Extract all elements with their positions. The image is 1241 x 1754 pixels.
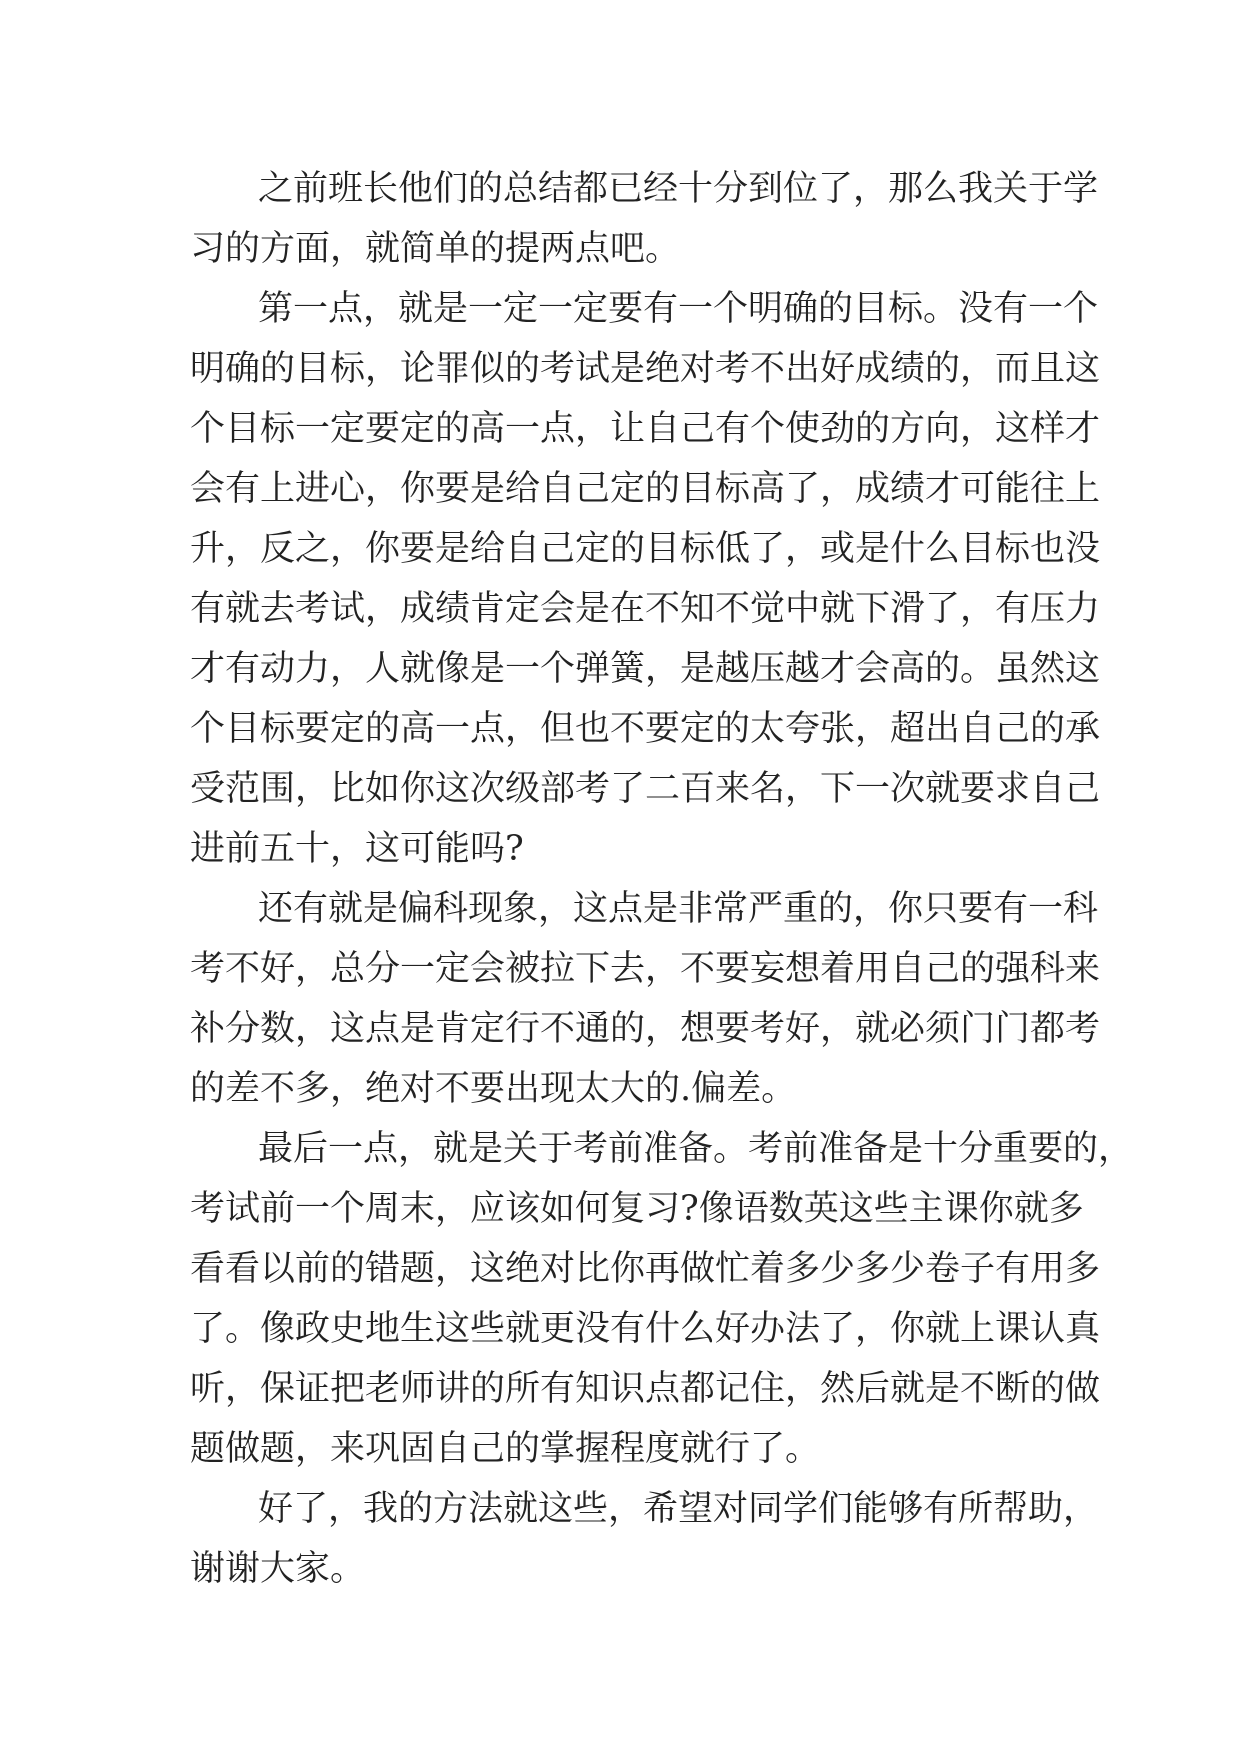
- text-line: 明确的目标，论罪似的考试是绝对考不出好成绩的，而且这: [190, 349, 1101, 389]
- text-line: 升，反之，你要是给自己定的目标低了，或是什么目标也没: [190, 529, 1101, 569]
- text-line: 习的方面，就简单的提两点吧。: [190, 229, 681, 269]
- text-line: 还有就是偏科现象，这点是非常严重的，你只要有一科: [258, 889, 1099, 929]
- paragraph-3: [190, 884, 1101, 1124]
- text-line: 听，保证把老师讲的所有知识点都记住，然后就是不断的做: [190, 1369, 1101, 1409]
- text-line: 受范围，比如你这次级部考了二百来名，下一次就要求自己: [190, 769, 1101, 809]
- text-line: 的差不多，绝对不要出现太大的.偏差。: [190, 1069, 797, 1109]
- text-line: 个目标一定要定的高一点，让自己有个使劲的方向，这样才: [190, 409, 1101, 449]
- text-line: 好了，我的方法就这些，希望对同学们能够有所帮助，: [258, 1489, 1099, 1529]
- paragraph-4: [190, 1124, 1134, 1484]
- text-line: 之前班长他们的总结都已经十分到位了，那么我关于学: [258, 169, 1099, 209]
- text-line: 了。像政史地生这些就更没有什么好办法了，你就上课认真: [190, 1309, 1101, 1349]
- text-line: 第一点，就是一定一定要有一个明确的目标。没有一个: [258, 289, 1099, 329]
- text-line: 考不好，总分一定会被拉下去，不要妄想着用自己的强科来: [190, 949, 1101, 989]
- text-line: 才有动力，人就像是一个弹簧，是越压越才会高的。虽然这: [190, 649, 1101, 689]
- paragraph-2: [190, 284, 1101, 884]
- document-body: [190, 164, 1134, 1604]
- text-line: 有就去考试，成绩肯定会是在不知不觉中就下滑了，有压力: [190, 589, 1101, 629]
- text-line: 题做题，来巩固自己的掌握程度就行了。: [190, 1429, 821, 1469]
- text-line: 考试前一个周末，应该如何复习?像语数英这些主课你就多: [190, 1189, 1084, 1229]
- text-line: 个目标要定的高一点，但也不要定的太夸张，超出自己的承: [190, 709, 1101, 749]
- text-line: 谢谢大家。: [190, 1549, 366, 1589]
- text-line: 进前五十，这可能吗?: [190, 829, 524, 869]
- text-line: 最后一点，就是关于考前准备。考前准备是十分重要的，: [258, 1129, 1134, 1169]
- text-line: 会有上进心，你要是给自己定的目标高了，成绩才可能往上: [190, 469, 1101, 509]
- text-line: 看看以前的错题，这绝对比你再做忙着多少多少卷子有用多: [190, 1249, 1101, 1289]
- text-line: 补分数，这点是肯定行不通的，想要考好，就必须门门都考: [190, 1009, 1101, 1049]
- paragraph-5: [190, 1484, 1099, 1604]
- paragraph-1: [190, 164, 1099, 284]
